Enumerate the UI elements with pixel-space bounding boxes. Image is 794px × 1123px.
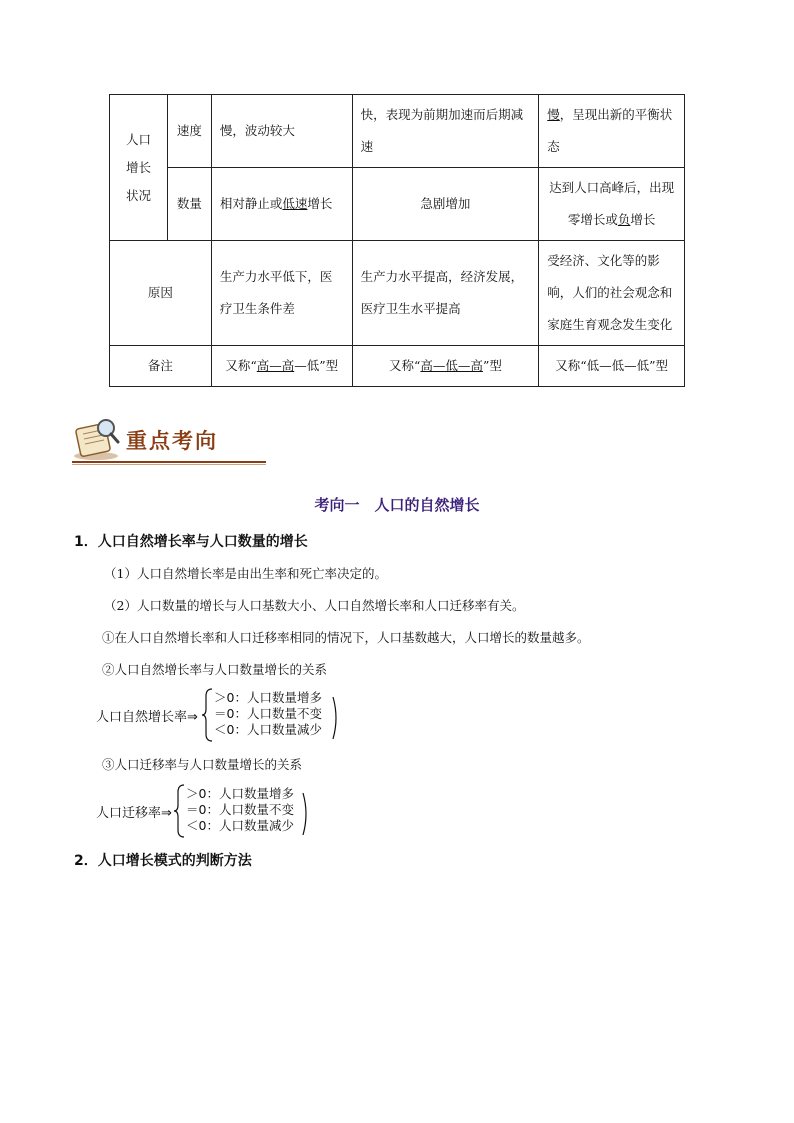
group-cell: 人口 增长 状况	[110, 95, 168, 241]
formula-item: ＝0：人口数量不变	[214, 706, 322, 721]
natural-growth-formula	[96, 688, 356, 744]
heading-2: 2．人口增长模式的判断方法	[74, 853, 252, 869]
table-row	[110, 241, 685, 346]
formula-item: ＜0：人口数量减少	[186, 818, 294, 833]
underlined-text: 负	[617, 212, 631, 227]
cell-text: 又称“	[389, 358, 421, 373]
migration-formula	[96, 784, 336, 840]
heading-1: 1．人口自然增长率与人口数量的增长	[74, 534, 308, 550]
table-row	[110, 346, 685, 387]
cell-text: 增长	[307, 196, 333, 211]
formula-item: ＞0：人口数量增多	[214, 690, 322, 705]
table-cell	[352, 346, 539, 387]
formula-item: ＝0：人口数量不变	[186, 802, 294, 817]
population-growth-table	[109, 94, 685, 387]
table-cell: 急剧增加	[352, 168, 539, 241]
right-paren-icon	[332, 696, 340, 740]
table-cell	[539, 95, 685, 168]
cell-text: ，呈现出新的平衡状态	[547, 107, 673, 154]
table-cell: 受经济、文化等的影响，人们的社会观念和家庭生育观念发生变化	[539, 241, 685, 346]
paragraph: ②人口自然增长率与人口数量增长的关系	[102, 662, 328, 677]
banner-rule	[72, 461, 266, 463]
cell-text: 达到人口高峰后，出现零增长或	[549, 180, 675, 227]
cell-text: —低”型	[294, 358, 339, 373]
row-label: 原因	[110, 241, 212, 346]
cell-text: 增长	[630, 212, 656, 227]
cell-text: 相对静止或	[219, 196, 283, 211]
table-cell: 生产力水平提高，经济发展，医疗卫生水平提高	[352, 241, 539, 346]
table-row	[110, 168, 685, 241]
underlined-text: 高—高	[256, 358, 295, 373]
formula-label: 人口迁移率⇒	[96, 806, 172, 821]
right-paren-icon	[302, 792, 310, 836]
table-cell	[211, 346, 352, 387]
paragraph: （2）人口数量的增长与人口基数大小、人口自然增长率和人口迁移率有关。	[104, 598, 525, 613]
row-label: 速度	[167, 95, 211, 168]
paragraph: ①在人口自然增长率和人口迁移率相同的情况下，人口基数越大，人口增长的数量越多。	[102, 630, 590, 645]
table-cell: 又称“低—低—低”型	[539, 346, 685, 387]
underlined-text: 慢	[547, 107, 560, 122]
section-title: 考向一 人口的自然增长	[314, 496, 480, 514]
table-cell	[211, 168, 352, 241]
paragraph: ③人口迁移率与人口数量增长的关系	[102, 757, 303, 772]
paragraph: （1）人口自然增长率是由出生率和死亡率决定的。	[104, 566, 387, 581]
table-cell	[539, 168, 685, 241]
key-points-banner	[72, 416, 266, 464]
table-cell: 生产力水平低下，医疗卫生条件差	[211, 241, 352, 346]
left-brace-icon	[202, 688, 214, 742]
row-label: 备注	[110, 346, 212, 387]
banner-rule-light	[72, 464, 266, 465]
formula-item: ＞0：人口数量增多	[186, 786, 294, 801]
cell-text: 又称“	[225, 358, 257, 373]
table-row	[110, 95, 685, 168]
table-cell: 快，表现为前期加速而后期减速	[352, 95, 539, 168]
banner-title: 重点考向	[126, 429, 218, 453]
underlined-text: 低速	[282, 196, 308, 211]
left-brace-icon	[174, 784, 186, 838]
table-cell: 慢，波动较大	[211, 95, 352, 168]
underlined-text: 高—低—高	[420, 358, 483, 373]
row-label: 数量	[167, 168, 211, 241]
cell-text: ”型	[482, 358, 502, 373]
formula-label: 人口自然增长率⇒	[96, 710, 198, 725]
formula-item: ＜0：人口数量减少	[214, 722, 322, 737]
notebook-magnifier-icon	[72, 416, 124, 462]
